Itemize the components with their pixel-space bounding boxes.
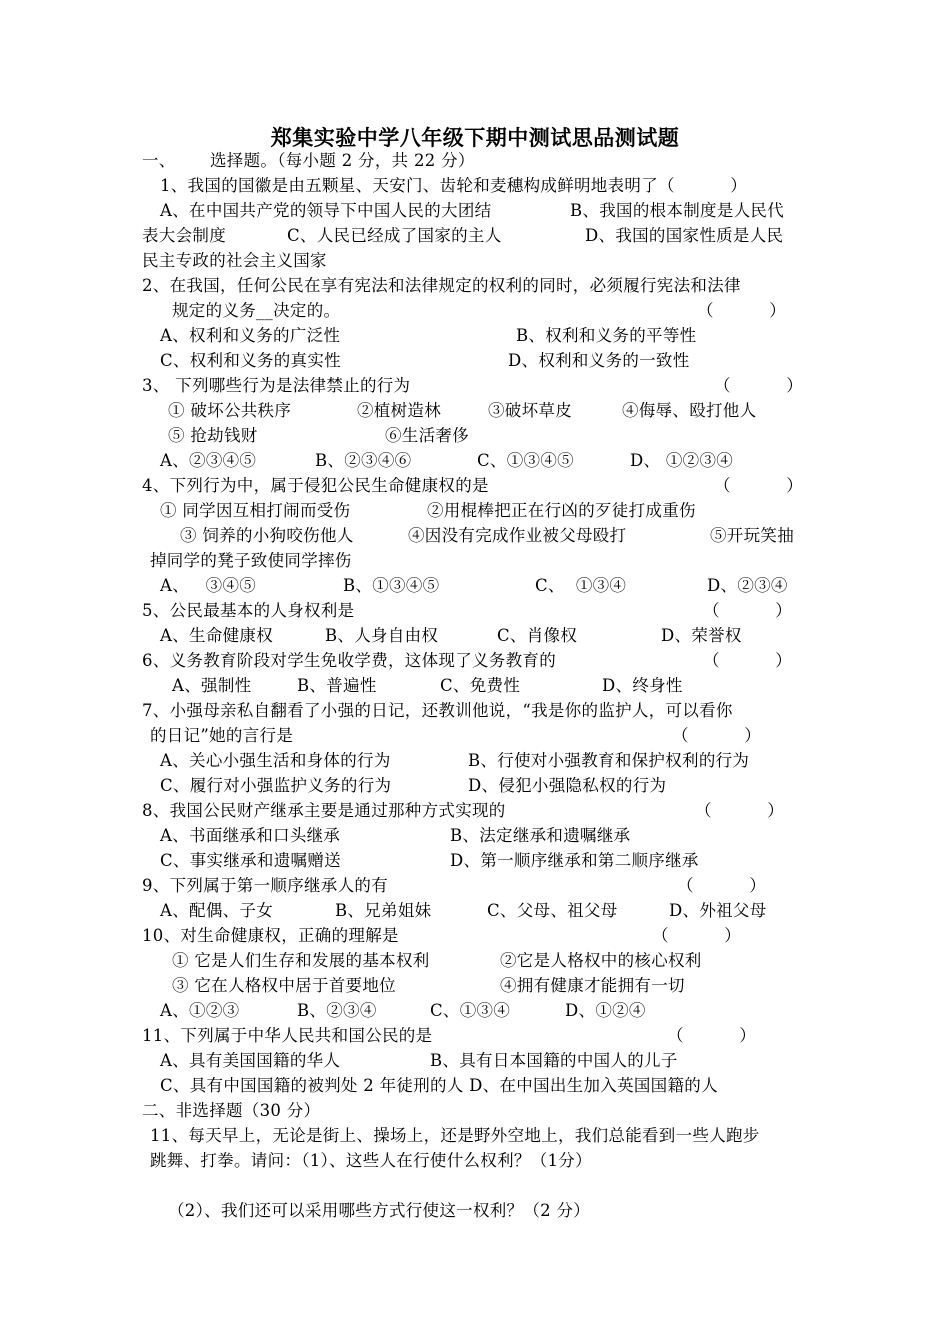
question-9-answer-paren: （ ） xyxy=(677,876,767,895)
section-2-heading: 二、非选择题（30 分） xyxy=(142,1101,321,1120)
question-9-option-b: B、兄弟姐妹 xyxy=(335,901,432,920)
question-3-option-b: B、②③④⑥ xyxy=(315,451,412,470)
question-4-item-3: ③ 饲养的小狗咬伤他人 xyxy=(180,526,354,545)
question-5-option-d: D、荣誉权 xyxy=(661,626,742,645)
section-1-heading: 选择题。（每小题 2 分，共 22 分） xyxy=(210,151,475,170)
question-1-option-d-cont: 民主专政的社会主义国家 xyxy=(142,251,327,270)
question-6-option-c: C、免费性 xyxy=(440,676,521,695)
question-2-option-b: B、权利和义务的平等性 xyxy=(516,326,697,345)
question-4-option-b: B、①③④⑤ xyxy=(343,576,440,595)
question-1-option-b: B、我国的根本制度是人民代 xyxy=(570,201,785,220)
exam-title: 郑集实验中学八年级下期中测试思品测试题 xyxy=(270,126,680,150)
question-4-item-2: ②用棍棒把正在行凶的歹徒打成重伤 xyxy=(427,501,696,520)
question-2-option-c: C、权利和义务的真实性 xyxy=(160,351,341,370)
question-3-option-a: A、②③④⑤ xyxy=(160,451,257,470)
question-11-option-b: B、具有日本国籍的中国人的儿子 xyxy=(430,1051,678,1070)
question-10-item-3: ③ 它在人格权中居于首要地位 xyxy=(172,976,396,995)
question-8-option-c: C、事实继承和遗嘱赠送 xyxy=(160,851,341,870)
question-6-option-a: A、强制性 xyxy=(172,676,252,695)
question-8-option-d: D、第一顺序继承和第二顺序继承 xyxy=(450,851,699,870)
question-4-item-1: ① 同学因互相打闹而受伤 xyxy=(160,501,351,520)
question-10-option-a: A、①②③ xyxy=(160,1001,240,1020)
question-10-option-d: D、①②④ xyxy=(565,1001,646,1020)
question-5-option-a: A、生命健康权 xyxy=(160,626,274,645)
question-4-item-5: ⑤开玩笑抽 xyxy=(710,526,794,545)
question-7-stem-cont: 的日记”她的言行是 xyxy=(150,726,294,745)
question-6-option-d: D、终身性 xyxy=(602,676,683,695)
question-5-option-c: C、肖像权 xyxy=(497,626,578,645)
question-5-stem: 5、公民最基本的人身权利是 xyxy=(142,601,355,620)
question-3-option-d: D、 ①②③④ xyxy=(630,451,734,470)
question-2-stem: 2、在我国，任何公民在享有宪法和法律规定的权利的同时，必须履行宪法和法律 xyxy=(142,276,741,295)
question-2-answer-paren: （ ） xyxy=(697,301,787,320)
question-5-option-b: B、人身自由权 xyxy=(325,626,439,645)
question-10-item-2: ②它是人格权中的核心权利 xyxy=(500,951,702,970)
question-6-stem: 6、义务教育阶段对学生免收学费，这体现了义务教育的 xyxy=(142,651,556,670)
essay-question-line-2: 跳舞、打拳。请问：（1）、这些人在行使什么权利？（1分） xyxy=(150,1151,592,1170)
question-8-option-a: A、书面继承和口头继承 xyxy=(160,826,341,845)
question-11-answer-paren: （ ） xyxy=(667,1026,757,1045)
question-10-option-c: C、①③④ xyxy=(430,1001,511,1020)
question-3-answer-paren: （ ） xyxy=(714,376,804,395)
question-7-option-c: C、履行对小强监护义务的行为 xyxy=(160,776,392,795)
question-1-option-b-cont: 表大会制度 xyxy=(142,226,226,245)
question-10-stem: 10、对生命健康权，正确的理解是 xyxy=(142,926,399,945)
question-3-item-6: ⑥生活奢侈 xyxy=(385,426,469,445)
question-4-item-4: ④因没有完成作业被父母殴打 xyxy=(408,526,627,545)
question-2-stem-cont: 规定的义务__决定的。 xyxy=(172,301,341,320)
question-3-item-5: ⑤ 抢劫钱财 xyxy=(168,426,258,445)
question-7-answer-paren: （ ） xyxy=(672,726,762,745)
question-10-answer-paren: （ ） xyxy=(652,926,742,945)
question-4-option-d: D、②③④ xyxy=(707,576,788,595)
question-4-stem: 4、下列行为中，属于侵犯公民生命健康权的是 xyxy=(142,476,489,495)
question-2-option-d: D、权利和义务的一致性 xyxy=(508,351,690,370)
question-7-option-a: A、关心小强生活和身体的行为 xyxy=(160,751,391,770)
question-8-stem: 8、我国公民财产继承主要是通过那种方式实现的 xyxy=(142,801,506,820)
question-4-answer-paren: （ ） xyxy=(714,476,804,495)
question-10-item-1: ① 它是人们生存和发展的基本权利 xyxy=(172,951,430,970)
question-4-option-c: C、 ①③④ xyxy=(535,576,627,595)
question-7-option-b: B、行使对小强教育和保护权利的行为 xyxy=(468,751,750,770)
question-9-option-c: C、父母、祖父母 xyxy=(487,901,618,920)
question-6-answer-paren: （ ） xyxy=(703,651,793,670)
question-3-item-4: ④侮辱、殴打他人 xyxy=(622,401,757,420)
question-9-option-d: D、外祖父母 xyxy=(669,901,767,920)
question-9-option-a: A、配偶、子女 xyxy=(160,901,274,920)
question-3-item-1: ① 破坏公共秩序 xyxy=(168,401,292,420)
question-7-option-d: D、侵犯小强隐私权的行为 xyxy=(468,776,667,795)
question-11-option-a: A、具有美国国籍的华人 xyxy=(160,1051,341,1070)
question-2-option-a: A、权利和义务的广泛性 xyxy=(160,326,341,345)
question-1-option-d: D、我国的国家性质是人民 xyxy=(585,226,784,245)
question-1-option-c: C、人民已经成了国家的主人 xyxy=(287,226,502,245)
question-3-option-c: C、①③④⑤ xyxy=(477,451,574,470)
question-1-option-a: A、在中国共产党的领导下中国人民的大团结 xyxy=(160,201,492,220)
question-10-option-b: B、②③④ xyxy=(297,1001,377,1020)
question-8-answer-paren: （ ） xyxy=(695,801,785,820)
question-10-item-4: ④拥有健康才能拥有一切 xyxy=(500,976,685,995)
question-4-option-a: A、 ③④⑤ xyxy=(160,576,257,595)
question-8-option-b: B、法定继承和遗嘱继承 xyxy=(450,826,631,845)
question-3-stem: 3、 下列哪些行为是法律禁止的行为 xyxy=(142,376,411,395)
question-4-item-5-cont: 掉同学的凳子致使同学摔伤 xyxy=(150,551,352,570)
question-5-answer-paren: （ ） xyxy=(703,601,793,620)
question-7-stem: 7、小强母亲私自翻看了小强的日记，还教训他说，“我是你的监护人，可以看你 xyxy=(142,701,733,720)
essay-question-part-2: （2）、我们还可以采用哪些方式行使这一权利？（2 分） xyxy=(168,1201,591,1220)
question-11-options-c-d: C、具有中国国籍的被判处 2 年徒刑的人 D、在中国出生加入英国国籍的人 xyxy=(160,1076,718,1095)
question-11-stem: 11、下列属于中华人民共和国公民的是 xyxy=(142,1026,433,1045)
question-3-item-3: ③破坏草皮 xyxy=(488,401,572,420)
question-9-stem: 9、下列属于第一顺序继承人的有 xyxy=(142,876,388,895)
question-6-option-b: B、普遍性 xyxy=(297,676,377,695)
question-3-item-2: ②植树造林 xyxy=(357,401,441,420)
section-1-number: 一、 xyxy=(142,151,176,170)
question-1-stem: 1、我国的国徽是由五颗星、天安门、齿轮和麦穗构成鲜明地表明了（ ） xyxy=(160,176,748,195)
essay-question-line-1: 11、每天早上，无论是街上、操场上，还是野外空地上，我们总能看到一些人跑步 xyxy=(150,1126,760,1145)
